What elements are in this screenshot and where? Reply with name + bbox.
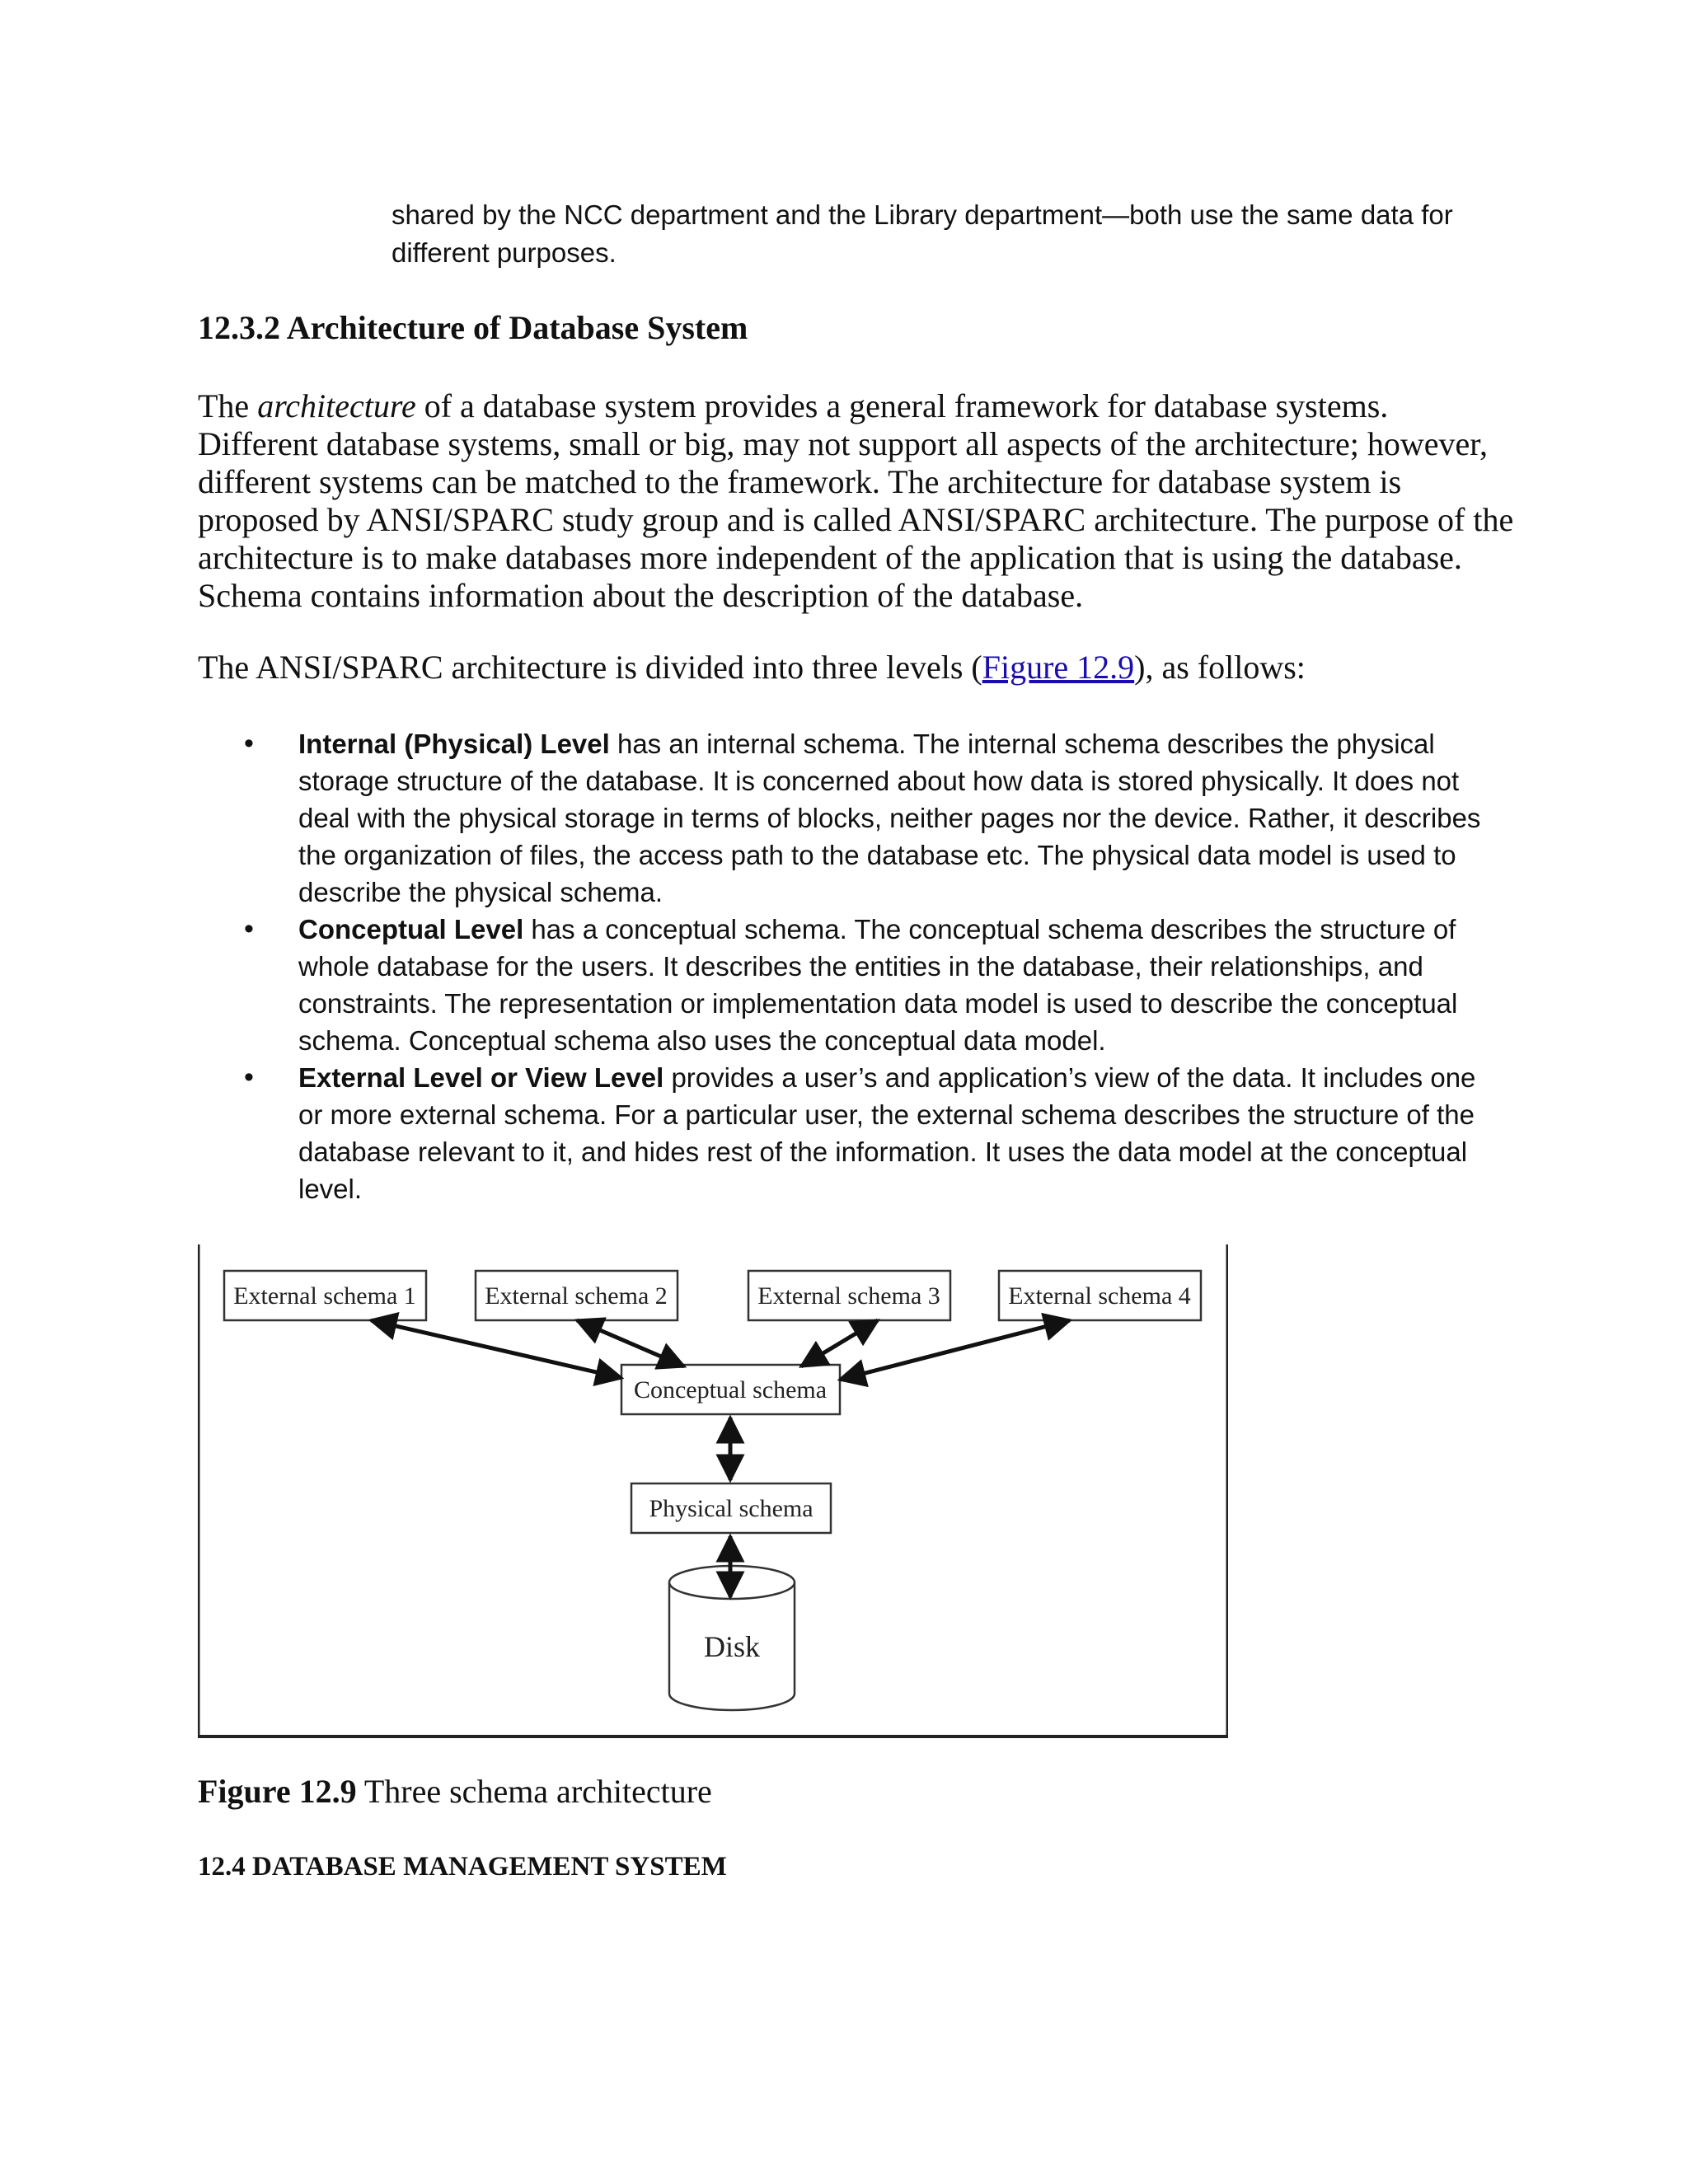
bullet-term: Conceptual Level — [298, 914, 524, 944]
bullet-icon: • — [244, 728, 254, 759]
external-schema-4-box — [999, 1271, 1201, 1320]
figure-link[interactable]: Figure 12.9 — [982, 649, 1135, 686]
bullet-icon: • — [244, 1062, 254, 1093]
disk-label: Disk — [703, 1630, 761, 1663]
figure-caption — [198, 1772, 712, 1811]
external-schema-2-box — [476, 1271, 678, 1320]
section-heading: 12.3.2 Architecture of Database System — [198, 309, 748, 346]
architecture-diagram — [198, 1244, 1228, 1739]
external-schema-1-box — [224, 1271, 426, 1320]
bullet-term: Internal (Physical) Level — [298, 729, 610, 759]
bullet-term: External Level or View Level — [298, 1062, 664, 1093]
bullet-text: provides a user’s and application’s view of the data. It includes one or more external schema. For a particular user, the external schema describes the structure of the database relevant to it, and hides rest of the information. It uses the data model at the conceptual level. — [298, 1062, 1476, 1204]
list-item — [239, 1059, 1492, 1207]
external-schema-3-label: External schema 3 — [757, 1282, 940, 1310]
para1-emphasis: architecture — [257, 387, 416, 424]
list-item — [239, 911, 1492, 1059]
para2-before: The ANSI/SPARC architecture is divided into three levels ( — [198, 649, 982, 686]
paragraph-levels — [198, 649, 1517, 687]
bullet-text: has an internal schema. The internal schema describes the physical storage structure of the database. It is concerned about how data is stored physically. It does not deal with the physical storage in terms of blocks, neither pages nor the device. Rather, it describes the organization of files, the access path to the database etc. The physical data model is used to describe the physical schema. — [298, 729, 1481, 907]
figure-three-schema — [198, 1244, 1228, 1739]
physical-schema-label: Physical schema — [649, 1495, 814, 1522]
external-schema-2-label: External schema 2 — [485, 1282, 668, 1310]
para1-lead: The — [198, 387, 258, 424]
external-schema-4-label: External schema 4 — [1008, 1282, 1191, 1310]
para1-rest: of a database system provides a general framework for database systems. Different database systems, small or big, may not support all aspects of the architecture; however, different systems can be matched to the framework. The architecture for database system is proposed by ANSI/SPARC study group and is called ANSI/SPARC architecture. The purpose of the architecture is to make databases more independent of the application that is using the database. Schema contains information about the description of the database. — [198, 387, 1514, 614]
external-schema-1-label: External schema 1 — [233, 1282, 416, 1310]
conceptual-schema-label: Conceptual schema — [633, 1376, 828, 1404]
external-schema-3-box — [748, 1271, 950, 1320]
list-item — [239, 725, 1492, 911]
intro-text: shared by the NCC department and the Library department—both use the same data for different purposes. — [392, 199, 1453, 268]
bullet-icon: • — [244, 913, 254, 944]
physical-schema-box — [631, 1483, 831, 1533]
para2-after: ), as follows: — [1134, 649, 1306, 686]
figure-caption-text: Three schema architecture — [356, 1773, 712, 1810]
next-section-heading: 12.4 DATABASE MANAGEMENT SYSTEM — [198, 1852, 727, 1882]
conceptual-schema-box — [621, 1365, 840, 1414]
levels-list — [239, 725, 1492, 1207]
paragraph-architecture — [198, 387, 1517, 615]
bullet-text: has a conceptual schema. The conceptual schema describes the structure of whole database for the users. It describes the entities in the database, their relationships, and constraints. The representation or implementation data model is used to describe the conceptual schema. Conceptual schema also uses the conceptual data model. — [298, 914, 1458, 1056]
figure-caption-label: Figure 12.9 — [198, 1773, 357, 1810]
